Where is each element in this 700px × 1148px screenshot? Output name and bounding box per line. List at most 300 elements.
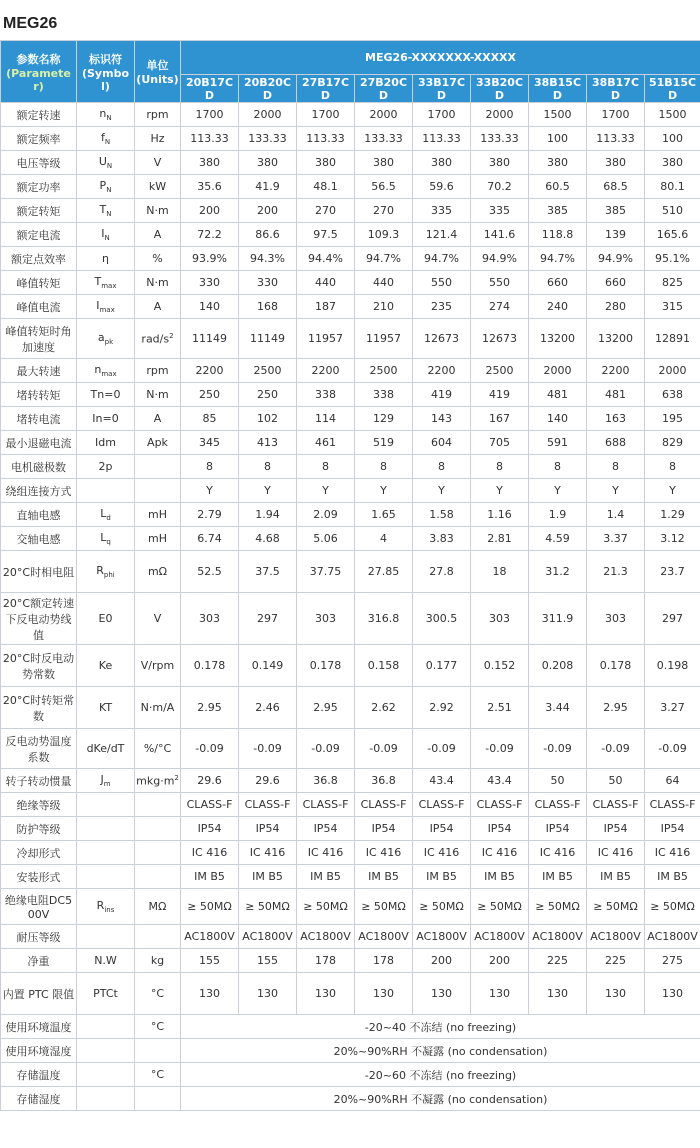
value-cell: 0.152 — [471, 645, 529, 687]
param-symbol — [77, 817, 135, 841]
value-cell: 8 — [529, 455, 587, 479]
value-cell: 93.9% — [181, 247, 239, 271]
table-row — [1, 247, 700, 271]
value-cell: 519 — [355, 431, 413, 455]
param-unit — [135, 455, 181, 479]
param-name: 额定功率 — [1, 175, 77, 199]
value-cell: 94.9% — [587, 247, 645, 271]
value-cell: 8 — [413, 455, 471, 479]
value-cell: 1.9 — [529, 503, 587, 527]
model-header-27B17CD: 27B17CD — [297, 75, 355, 103]
table-row — [1, 593, 700, 645]
value-cell: 165.6 — [645, 223, 700, 247]
value-cell: IP54 — [645, 817, 700, 841]
value-cell: 829 — [645, 431, 700, 455]
value-cell: 130 — [471, 973, 529, 1015]
value-cell: 1.65 — [355, 503, 413, 527]
value-cell: 35.6 — [181, 175, 239, 199]
param-unit: V/rpm — [135, 645, 181, 687]
value-cell: 311.9 — [529, 593, 587, 645]
param-unit: kg — [135, 949, 181, 973]
param-symbol: KT — [77, 687, 135, 729]
table-row — [1, 175, 700, 199]
value-cell: 21.3 — [587, 551, 645, 593]
value-cell: 461 — [297, 431, 355, 455]
value-cell: 3.27 — [645, 687, 700, 729]
value-cell: AC1800V — [645, 925, 700, 949]
value-cell: 52.5 — [181, 551, 239, 593]
param-symbol: Ke — [77, 645, 135, 687]
value-cell: 12673 — [413, 319, 471, 359]
value-cell: 0.208 — [529, 645, 587, 687]
value-cell: 94.3% — [239, 247, 297, 271]
value-cell: 155 — [181, 949, 239, 973]
value-cell: 1500 — [529, 103, 587, 127]
value-cell: 380 — [297, 151, 355, 175]
table-row — [1, 103, 700, 127]
param-name: 反电动势温度系数 — [1, 729, 77, 769]
param-name: 额定频率 — [1, 127, 77, 151]
value-cell: 31.2 — [529, 551, 587, 593]
param-name: 电压等级 — [1, 151, 77, 175]
model-header-38B15CD: 38B15CD — [529, 75, 587, 103]
param-unit — [135, 925, 181, 949]
env-param-unit: °C — [135, 1015, 181, 1039]
param-name: 峰值电流 — [1, 295, 77, 319]
value-cell: 413 — [239, 431, 297, 455]
value-cell: 2500 — [355, 359, 413, 383]
value-cell: 141.6 — [471, 223, 529, 247]
table-row — [1, 925, 700, 949]
value-cell: 97.5 — [297, 223, 355, 247]
value-cell: 825 — [645, 271, 700, 295]
value-cell: 163 — [587, 407, 645, 431]
value-cell: ≥ 50MΩ — [645, 889, 700, 925]
value-cell: 50 — [587, 769, 645, 793]
value-cell: 2.95 — [587, 687, 645, 729]
param-symbol: $I_N$ — [77, 223, 135, 247]
value-cell: 27.8 — [413, 551, 471, 593]
table-row — [1, 889, 700, 925]
model-header-20B20CD: 20B20CD — [239, 75, 297, 103]
param-unit: N·m — [135, 383, 181, 407]
value-cell: 303 — [471, 593, 529, 645]
param-name: 额定电流 — [1, 223, 77, 247]
value-cell: 1700 — [297, 103, 355, 127]
table-row — [1, 817, 700, 841]
value-cell: IP54 — [413, 817, 471, 841]
value-cell: 2.95 — [297, 687, 355, 729]
param-symbol: $T_{max}$ — [77, 271, 135, 295]
table-row — [1, 271, 700, 295]
value-cell: ≥ 50MΩ — [355, 889, 413, 925]
value-cell: 155 — [239, 949, 297, 973]
value-cell: 100 — [529, 127, 587, 151]
value-cell: 250 — [181, 383, 239, 407]
value-cell: -0.09 — [297, 729, 355, 769]
spec-table — [0, 40, 700, 1111]
env-param-name: 存储湿度 — [1, 1087, 77, 1111]
value-cell: 48.1 — [297, 175, 355, 199]
value-cell: CLASS-F — [529, 793, 587, 817]
value-cell: 4.59 — [529, 527, 587, 551]
value-cell: 4 — [355, 527, 413, 551]
value-cell: IP54 — [587, 817, 645, 841]
value-cell: 385 — [529, 199, 587, 223]
value-cell: 2000 — [645, 359, 700, 383]
param-symbol: $P_N$ — [77, 175, 135, 199]
value-cell: 280 — [587, 295, 645, 319]
value-cell: 56.5 — [355, 175, 413, 199]
value-cell: Y — [413, 479, 471, 503]
param-unit: N·m/A — [135, 687, 181, 729]
value-cell: 140 — [529, 407, 587, 431]
value-cell: 129 — [355, 407, 413, 431]
value-cell: 113.33 — [587, 127, 645, 151]
param-unit: mH — [135, 527, 181, 551]
param-name: 绝缘电阻DC500V — [1, 889, 77, 925]
model-header-20B17CD: 20B17CD — [181, 75, 239, 103]
value-cell: 130 — [297, 973, 355, 1015]
table-row — [1, 841, 700, 865]
value-cell: 705 — [471, 431, 529, 455]
param-symbol: $n_N$ — [77, 103, 135, 127]
value-cell: 345 — [181, 431, 239, 455]
value-cell: 1.4 — [587, 503, 645, 527]
env-row — [1, 1087, 700, 1111]
value-cell: IC 416 — [181, 841, 239, 865]
value-cell: IC 416 — [239, 841, 297, 865]
value-cell: 0.178 — [181, 645, 239, 687]
value-cell: AC1800V — [471, 925, 529, 949]
value-cell: 3.44 — [529, 687, 587, 729]
value-cell: 240 — [529, 295, 587, 319]
value-cell: 94.7% — [355, 247, 413, 271]
value-cell: 94.4% — [297, 247, 355, 271]
env-row — [1, 1063, 700, 1087]
value-cell: 270 — [355, 199, 413, 223]
param-symbol: $f_N$ — [77, 127, 135, 151]
value-cell: 8 — [471, 455, 529, 479]
value-cell: 13200 — [529, 319, 587, 359]
table-row — [1, 223, 700, 247]
value-cell: 2.51 — [471, 687, 529, 729]
value-cell: 2500 — [239, 359, 297, 383]
value-cell: 303 — [297, 593, 355, 645]
env-param-symbol — [77, 1063, 135, 1087]
param-symbol: $a_{pk}$ — [77, 319, 135, 359]
value-cell: ≥ 50MΩ — [297, 889, 355, 925]
value-cell: 4.68 — [239, 527, 297, 551]
value-cell: AC1800V — [355, 925, 413, 949]
value-cell: CLASS-F — [239, 793, 297, 817]
value-cell: CLASS-F — [181, 793, 239, 817]
value-cell: AC1800V — [413, 925, 471, 949]
param-name: 峰值转矩时角加速度 — [1, 319, 77, 359]
value-cell: 1700 — [181, 103, 239, 127]
value-cell: 2500 — [471, 359, 529, 383]
value-cell: 50 — [529, 769, 587, 793]
value-cell: 133.33 — [239, 127, 297, 151]
value-cell: 3.83 — [413, 527, 471, 551]
env-param-unit: °C — [135, 1063, 181, 1087]
value-cell: 1.29 — [645, 503, 700, 527]
value-cell: 29.6 — [181, 769, 239, 793]
value-cell: -0.09 — [471, 729, 529, 769]
value-cell: 109.3 — [355, 223, 413, 247]
value-cell: 12891 — [645, 319, 700, 359]
table-row — [1, 527, 700, 551]
value-cell: -0.09 — [239, 729, 297, 769]
value-cell: 130 — [355, 973, 413, 1015]
table-row — [1, 295, 700, 319]
value-cell: 419 — [413, 383, 471, 407]
value-cell: 550 — [413, 271, 471, 295]
table-row — [1, 199, 700, 223]
value-cell: AC1800V — [297, 925, 355, 949]
value-cell: 8 — [645, 455, 700, 479]
param-name: 最大转速 — [1, 359, 77, 383]
param-unit: A — [135, 223, 181, 247]
value-cell: ≥ 50MΩ — [471, 889, 529, 925]
value-cell: 130 — [587, 973, 645, 1015]
value-cell: IM B5 — [355, 865, 413, 889]
table-row — [1, 687, 700, 729]
value-cell: 200 — [181, 199, 239, 223]
value-cell: -0.09 — [645, 729, 700, 769]
value-cell: 0.149 — [239, 645, 297, 687]
value-cell: 303 — [587, 593, 645, 645]
value-cell: 0.178 — [587, 645, 645, 687]
value-cell: AC1800V — [239, 925, 297, 949]
value-cell: 1500 — [645, 103, 700, 127]
value-cell: 591 — [529, 431, 587, 455]
value-cell: 2200 — [181, 359, 239, 383]
value-cell: 43.4 — [471, 769, 529, 793]
value-cell: 315 — [645, 295, 700, 319]
value-cell: 68.5 — [587, 175, 645, 199]
param-name: 绝缘等级 — [1, 793, 77, 817]
value-cell: 94.7% — [529, 247, 587, 271]
value-cell: 178 — [355, 949, 413, 973]
value-cell: IP54 — [239, 817, 297, 841]
value-cell: 11957 — [355, 319, 413, 359]
value-cell: IM B5 — [587, 865, 645, 889]
env-param-unit — [135, 1039, 181, 1063]
param-symbol — [77, 479, 135, 503]
param-name: 防护等级 — [1, 817, 77, 841]
param-symbol: η — [77, 247, 135, 271]
value-cell: AC1800V — [529, 925, 587, 949]
param-unit: rpm — [135, 103, 181, 127]
env-param-symbol — [77, 1087, 135, 1111]
param-unit — [135, 479, 181, 503]
param-unit — [135, 793, 181, 817]
param-unit: Apk — [135, 431, 181, 455]
value-cell: 2000 — [239, 103, 297, 127]
value-cell: 168 — [239, 295, 297, 319]
value-cell: 130 — [529, 973, 587, 1015]
param-unit: rpm — [135, 359, 181, 383]
value-cell: IP54 — [471, 817, 529, 841]
param-symbol: dKe/dT — [77, 729, 135, 769]
value-cell: 1.16 — [471, 503, 529, 527]
param-name: 20°C时相电阻 — [1, 551, 77, 593]
param-symbol: $J_m$ — [77, 769, 135, 793]
table-row — [1, 973, 700, 1015]
table-row — [1, 645, 700, 687]
param-name: 耐压等级 — [1, 925, 77, 949]
value-cell: 8 — [239, 455, 297, 479]
value-cell: ≥ 50MΩ — [181, 889, 239, 925]
value-cell: 118.8 — [529, 223, 587, 247]
value-cell: 11149 — [239, 319, 297, 359]
table-row — [1, 479, 700, 503]
value-cell: 100 — [645, 127, 700, 151]
value-cell: IC 416 — [471, 841, 529, 865]
value-cell: 2200 — [413, 359, 471, 383]
value-cell: IC 416 — [645, 841, 700, 865]
value-cell: 130 — [239, 973, 297, 1015]
value-cell: 8 — [297, 455, 355, 479]
value-cell: 210 — [355, 295, 413, 319]
table-row — [1, 319, 700, 359]
value-cell: 380 — [239, 151, 297, 175]
param-symbol: $I_{max}$ — [77, 295, 135, 319]
model-header-51B15CD: 51B15CD — [645, 75, 700, 103]
header-parameter: 参数名称 (Parameter) — [1, 41, 77, 103]
value-cell: 274 — [471, 295, 529, 319]
param-name: 转子转动惯量 — [1, 769, 77, 793]
value-cell: 1700 — [587, 103, 645, 127]
param-unit — [135, 841, 181, 865]
value-cell: 2.92 — [413, 687, 471, 729]
value-cell: 12673 — [471, 319, 529, 359]
value-cell: 37.5 — [239, 551, 297, 593]
param-symbol: PTCt — [77, 973, 135, 1015]
value-cell: 95.1% — [645, 247, 700, 271]
value-cell: IM B5 — [297, 865, 355, 889]
value-cell: 86.6 — [239, 223, 297, 247]
header-symbol: 标识符 (Symbol) — [77, 41, 135, 103]
env-param-unit — [135, 1087, 181, 1111]
value-cell: ≥ 50MΩ — [587, 889, 645, 925]
value-cell: 297 — [645, 593, 700, 645]
param-name: 20°C额定转速下反电动势线值 — [1, 593, 77, 645]
env-param-symbol — [77, 1039, 135, 1063]
param-unit: A — [135, 407, 181, 431]
value-cell: 121.4 — [413, 223, 471, 247]
env-row — [1, 1015, 700, 1039]
value-cell: ≥ 50MΩ — [529, 889, 587, 925]
value-cell: 94.9% — [471, 247, 529, 271]
value-cell: CLASS-F — [297, 793, 355, 817]
table-row — [1, 949, 700, 973]
param-symbol: 2p — [77, 455, 135, 479]
param-symbol — [77, 793, 135, 817]
param-unit: MΩ — [135, 889, 181, 925]
param-symbol — [77, 841, 135, 865]
value-cell: 11149 — [181, 319, 239, 359]
value-cell: 0.178 — [297, 645, 355, 687]
value-cell: 380 — [355, 151, 413, 175]
value-cell: 29.6 — [239, 769, 297, 793]
param-symbol: $L_q$ — [77, 527, 135, 551]
value-cell: 1700 — [413, 103, 471, 127]
param-unit: mΩ — [135, 551, 181, 593]
param-name: 20°C时反电动势常数 — [1, 645, 77, 687]
param-symbol: In=0 — [77, 407, 135, 431]
value-cell: 385 — [587, 199, 645, 223]
value-cell: 510 — [645, 199, 700, 223]
value-cell: 27.85 — [355, 551, 413, 593]
value-cell: 235 — [413, 295, 471, 319]
value-cell: 3.37 — [587, 527, 645, 551]
param-symbol: $U_N$ — [77, 151, 135, 175]
value-cell: 0.158 — [355, 645, 413, 687]
value-cell: 143 — [413, 407, 471, 431]
value-cell: 225 — [529, 949, 587, 973]
value-cell: IM B5 — [645, 865, 700, 889]
env-row — [1, 1039, 700, 1063]
param-symbol — [77, 925, 135, 949]
value-cell: 2200 — [587, 359, 645, 383]
param-symbol: Idm — [77, 431, 135, 455]
value-cell: AC1800V — [181, 925, 239, 949]
env-param-symbol — [77, 1015, 135, 1039]
value-cell: 94.7% — [413, 247, 471, 271]
value-cell: 60.5 — [529, 175, 587, 199]
param-name: 堵转转矩 — [1, 383, 77, 407]
env-param-name: 使用环境湿度 — [1, 1039, 77, 1063]
value-cell: IC 416 — [529, 841, 587, 865]
value-cell: 2000 — [471, 103, 529, 127]
table-row — [1, 793, 700, 817]
value-cell: 300.5 — [413, 593, 471, 645]
value-cell: Y — [355, 479, 413, 503]
param-name: 内置 PTC 限值 — [1, 973, 77, 1015]
param-name: 绕组连接方式 — [1, 479, 77, 503]
value-cell: 130 — [645, 973, 700, 1015]
param-unit: rad/$s^2$ — [135, 319, 181, 359]
value-cell: 440 — [355, 271, 413, 295]
model-header-38B17CD: 38B17CD — [587, 75, 645, 103]
value-cell: 36.8 — [297, 769, 355, 793]
value-cell: 113.33 — [181, 127, 239, 151]
env-value: 20%~90%RH 不凝露 (no condensation) — [181, 1087, 700, 1111]
param-unit: V — [135, 151, 181, 175]
param-symbol — [77, 865, 135, 889]
value-cell: 330 — [239, 271, 297, 295]
param-name: 安装形式 — [1, 865, 77, 889]
value-cell: Y — [529, 479, 587, 503]
value-cell: 1.58 — [413, 503, 471, 527]
param-symbol: $L_d$ — [77, 503, 135, 527]
value-cell: 187 — [297, 295, 355, 319]
value-cell: 178 — [297, 949, 355, 973]
value-cell: 2200 — [297, 359, 355, 383]
table-row — [1, 729, 700, 769]
value-cell: 8 — [355, 455, 413, 479]
param-symbol: E0 — [77, 593, 135, 645]
value-cell: Y — [645, 479, 700, 503]
value-cell: Y — [297, 479, 355, 503]
value-cell: 660 — [587, 271, 645, 295]
model-header-33B17CD: 33B17CD — [413, 75, 471, 103]
header-model-group: MEG26-XXXXXXX-XXXXX — [181, 41, 700, 75]
value-cell: 225 — [587, 949, 645, 973]
value-cell: 200 — [239, 199, 297, 223]
